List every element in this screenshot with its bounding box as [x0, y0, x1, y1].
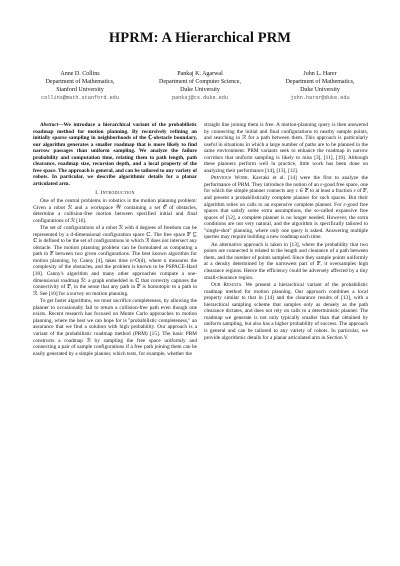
previous-work-text: Kavraki et al. [14] were the first to analyze the performance of PRM. They introduce the notion of an ε-good free space, one for which the simple planner connects any c ∈ 𝔽 to at least a fraction ε of 𝔽, and present a probabilistically complete planner for such spaces. But their algorithm relies on calls to an expensive complete planner. For ε-good free spaces that satisfy some extra assumptions, the so-called expansive free spaces of [12], a complete planner is no longer needed. However, the extra conditions are not very natural, and the algorithm is specifically tailored to "single-shot" planning, where only one query is asked. Answering multiple queries may require building a new roadmap each time. — [204, 175, 369, 241]
author-name: John L. Harer — [303, 71, 337, 77]
author-name: Pankaj K. Agarwal — [177, 71, 223, 77]
section-heading: I. Introduction — [95, 190, 135, 197]
previous-work-paragraph — [204, 175, 368, 240]
our-results-label: Our Results. — [211, 282, 243, 289]
author-dept: Department of Computer Science, — [159, 79, 241, 85]
author-org: Stanford University — [56, 87, 104, 93]
intro-paragraph-continued: straight line joining them is free. A motion-planning query is then answered by connecting the initial and final configurations to nearby sample points, and searching in ℛ for a path between them. This approach is particularly useful in situations in which a large number of paths are to be planned in the same environment. PRM variants seek to enhance the roadmap in narrow corridors that uniform sampling is likely to miss [3], [11], [19]. Although these planners perform well in practice, little work has been done on analyzing their performance [14], [13], [12]. — [204, 122, 368, 174]
author-dept: Department of Mathematics, — [285, 79, 355, 85]
author-org: Duke University — [300, 87, 340, 93]
author-2 — [140, 70, 260, 102]
our-results-paragraph — [204, 282, 368, 341]
right-column — [204, 122, 368, 342]
paper-title: HPRM: A Hierarchical PRM — [108, 30, 292, 46]
author-1 — [20, 70, 140, 102]
abstract-lead: Abstract— — [40, 122, 64, 128]
intro-paragraph-1: One of the central problems in robotics is the motion planning problem: Given a robot ℛ and a workspace 𝒲 containing a set 𝒪 of obstacles, determine a collision-free motion between specified initial and final configurations of ℛ [16]. — [33, 198, 197, 224]
author-name: Anne D. Collins — [60, 71, 100, 77]
abstract-text: We introduce a hierarchical variant of the probabilistic roadmap method for motion planning. By recursively refining an initially sparse sampling in neighborhoods of the ℂ-obstacle boundary, our algorithm generates a smaller roadmap that is more likely to find narrow passages than uniform sampling. We analyze the failure probability and computation time, relating them to path length, path clearance, roadmap size, recursion depth, and a local property of the free space. The approach is general, and can be tailored to any variety of robots. In particular, we describe algorithmic details for a planar articulated arm. — [33, 122, 197, 187]
author-3 — [260, 70, 380, 102]
intro-paragraph-2: The set of configurations of a robot ℛ with d degrees of freedom can be represented by a d-dimensional configuration space ℂ. The free space 𝔽 ⊆ ℂ is defined to be the set of configurations in which ℛ does not intersect any obstacle. The motion planning problem can be formulated as computing a path in 𝔽 between two given configurations. The best known algorithm for motion planning, by Canny [4], takes time n^O(d), where n measures the complexity of the obstacles, and the problem is known to be PSPACE-Hard [18]. Canny's algorithm and many other approaches compute a one-dimensional roadmap ℛ: a graph embedded in ℂ that correctly captures the connectivity of 𝔽, in the sense that any path in 𝔽 is homotopic to a path in ℛ. See [10] for a survey on motion planning. — [33, 225, 197, 297]
author-org: Duke University — [180, 87, 220, 93]
left-column — [33, 122, 197, 358]
author-dept: Department of Mathematics, — [45, 79, 115, 85]
our-results-text: We present a hierarchical variant of the probabilistic roadmap method for motion planning. Our approach combines a local property similar to that in [14] and the clearance results of [13], with a hierarchical sampling scheme that samples only as densely as the path clearance dictates, and does not rely on calls to a deterministic planner. The roadmap we generate is not only typically smaller than that obtained by uniform sampling, but also has a higher probability of success. The approach is general and can be tailored to any variety of robots. In particular, we provide algorithmic details for a planar articulated arm in Section V. — [204, 282, 368, 341]
author-email: collins@math.stanford.edu — [41, 95, 119, 101]
abstract — [33, 122, 197, 187]
author-block — [20, 70, 380, 102]
alternative-approach-paragraph: An alternative approach is taken in [13], where the probability that two points are connected is related to the length and clearance of a path between them, and the number of points sampled. Since they sample points uniformly at a density determined by the narrowest part of 𝔽, it oversamples high clearance regions. Hence the efficiency could be adversely affected by a tiny small-clearance region. — [204, 241, 368, 281]
intro-paragraph-3: To get faster algorithms, we must sacrifice completeness, by allowing the planner to occasionally fail to return a collision-free path even though one exists. Recent research has focused on Monte Carlo approaches to motion planning, where the best we can hope for is "probabilistic completeness," an assurance that we find a solution with high probability. Our approach is a variant of the probabilistic roadmap method (PRM) [15]. The basic PRM constructs a roadmap ℛ by sampling the free space uniformly and connecting a pair of sample configurations if a free path joining them can be easily generated by a simple planner, which tests, for example, whether the — [33, 298, 197, 357]
author-email: pankaj@cs.duke.edu — [171, 95, 229, 101]
author-email: john.harer@duke.edu — [290, 95, 350, 101]
previous-work-label: Previous Work. — [211, 175, 250, 182]
